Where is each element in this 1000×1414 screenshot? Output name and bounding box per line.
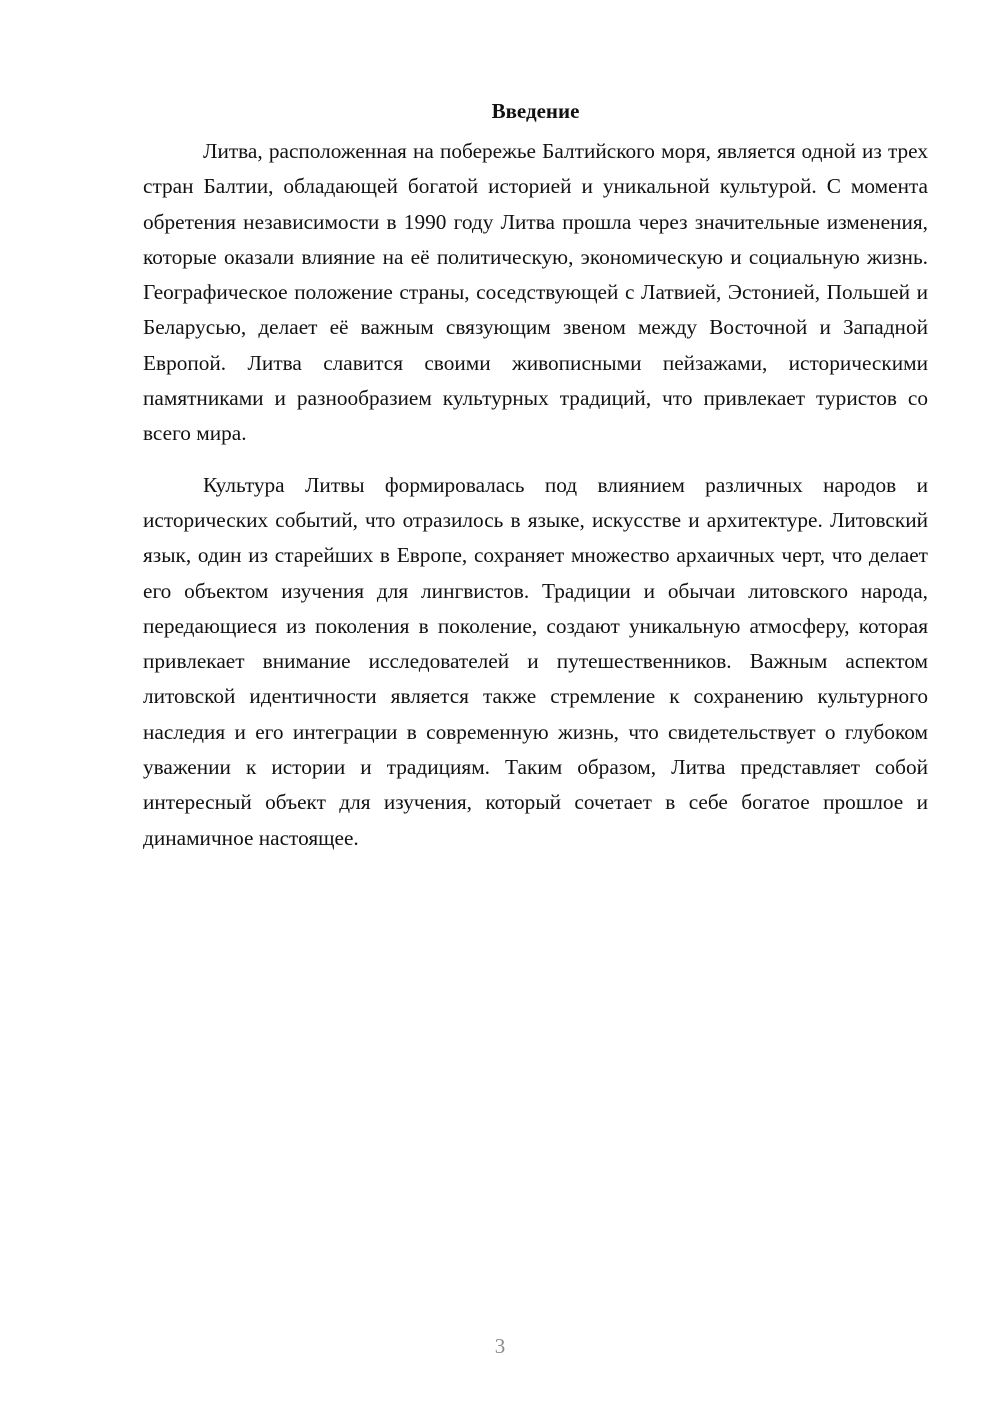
paragraph-1: Литва, расположенная на побережье Балтийского моря, является одной из трех стран Балтии, обладающей богатой историей и уникальной культурой. С момента обретения независимости в 1990 году Литва прошла через значительные изменения, которые оказали влияние на её политическую, экономическую и социальную жизнь. Географическое положение страны, соседствующей с Латвией, Эстонией, Польшей и Беларусью, делает её важным связующим звеном между Восточной и Западной Европой. Литва славится своими живописными пейзажами, историческими памятниками и разнообразием культурных традиций, что привлекает туристов со всего мира. [143, 139, 928, 446]
page-number: 3 [494, 1334, 506, 1358]
page-body [143, 96, 928, 856]
paragraph-2: Культура Литвы формировалась под влиянием различных народов и исторических событий, что отразилось в языке, искусстве и архитектуре. Литовский язык, один из старейших в Европе, сохраняет множество архаичных черт, что делает его объектом изучения для лингвистов. Традиции и обычаи литовского народа, передающиеся из поколения в поколение, создают уникальную атмосферу, которая привлекает внимание исследователей и путешественников. Важным аспектом литовской идентичности является также стремление к сохранению культурного наследия и его интеграции в современную жизнь, что свидетельствует о глубоком уважении к истории и традициям. Таким образом, Литва представляет собой интересный объект для изучения, который сочетает в себе богатое прошлое и динамичное настоящее. [143, 472, 928, 850]
section-title: Введение [491, 99, 580, 123]
